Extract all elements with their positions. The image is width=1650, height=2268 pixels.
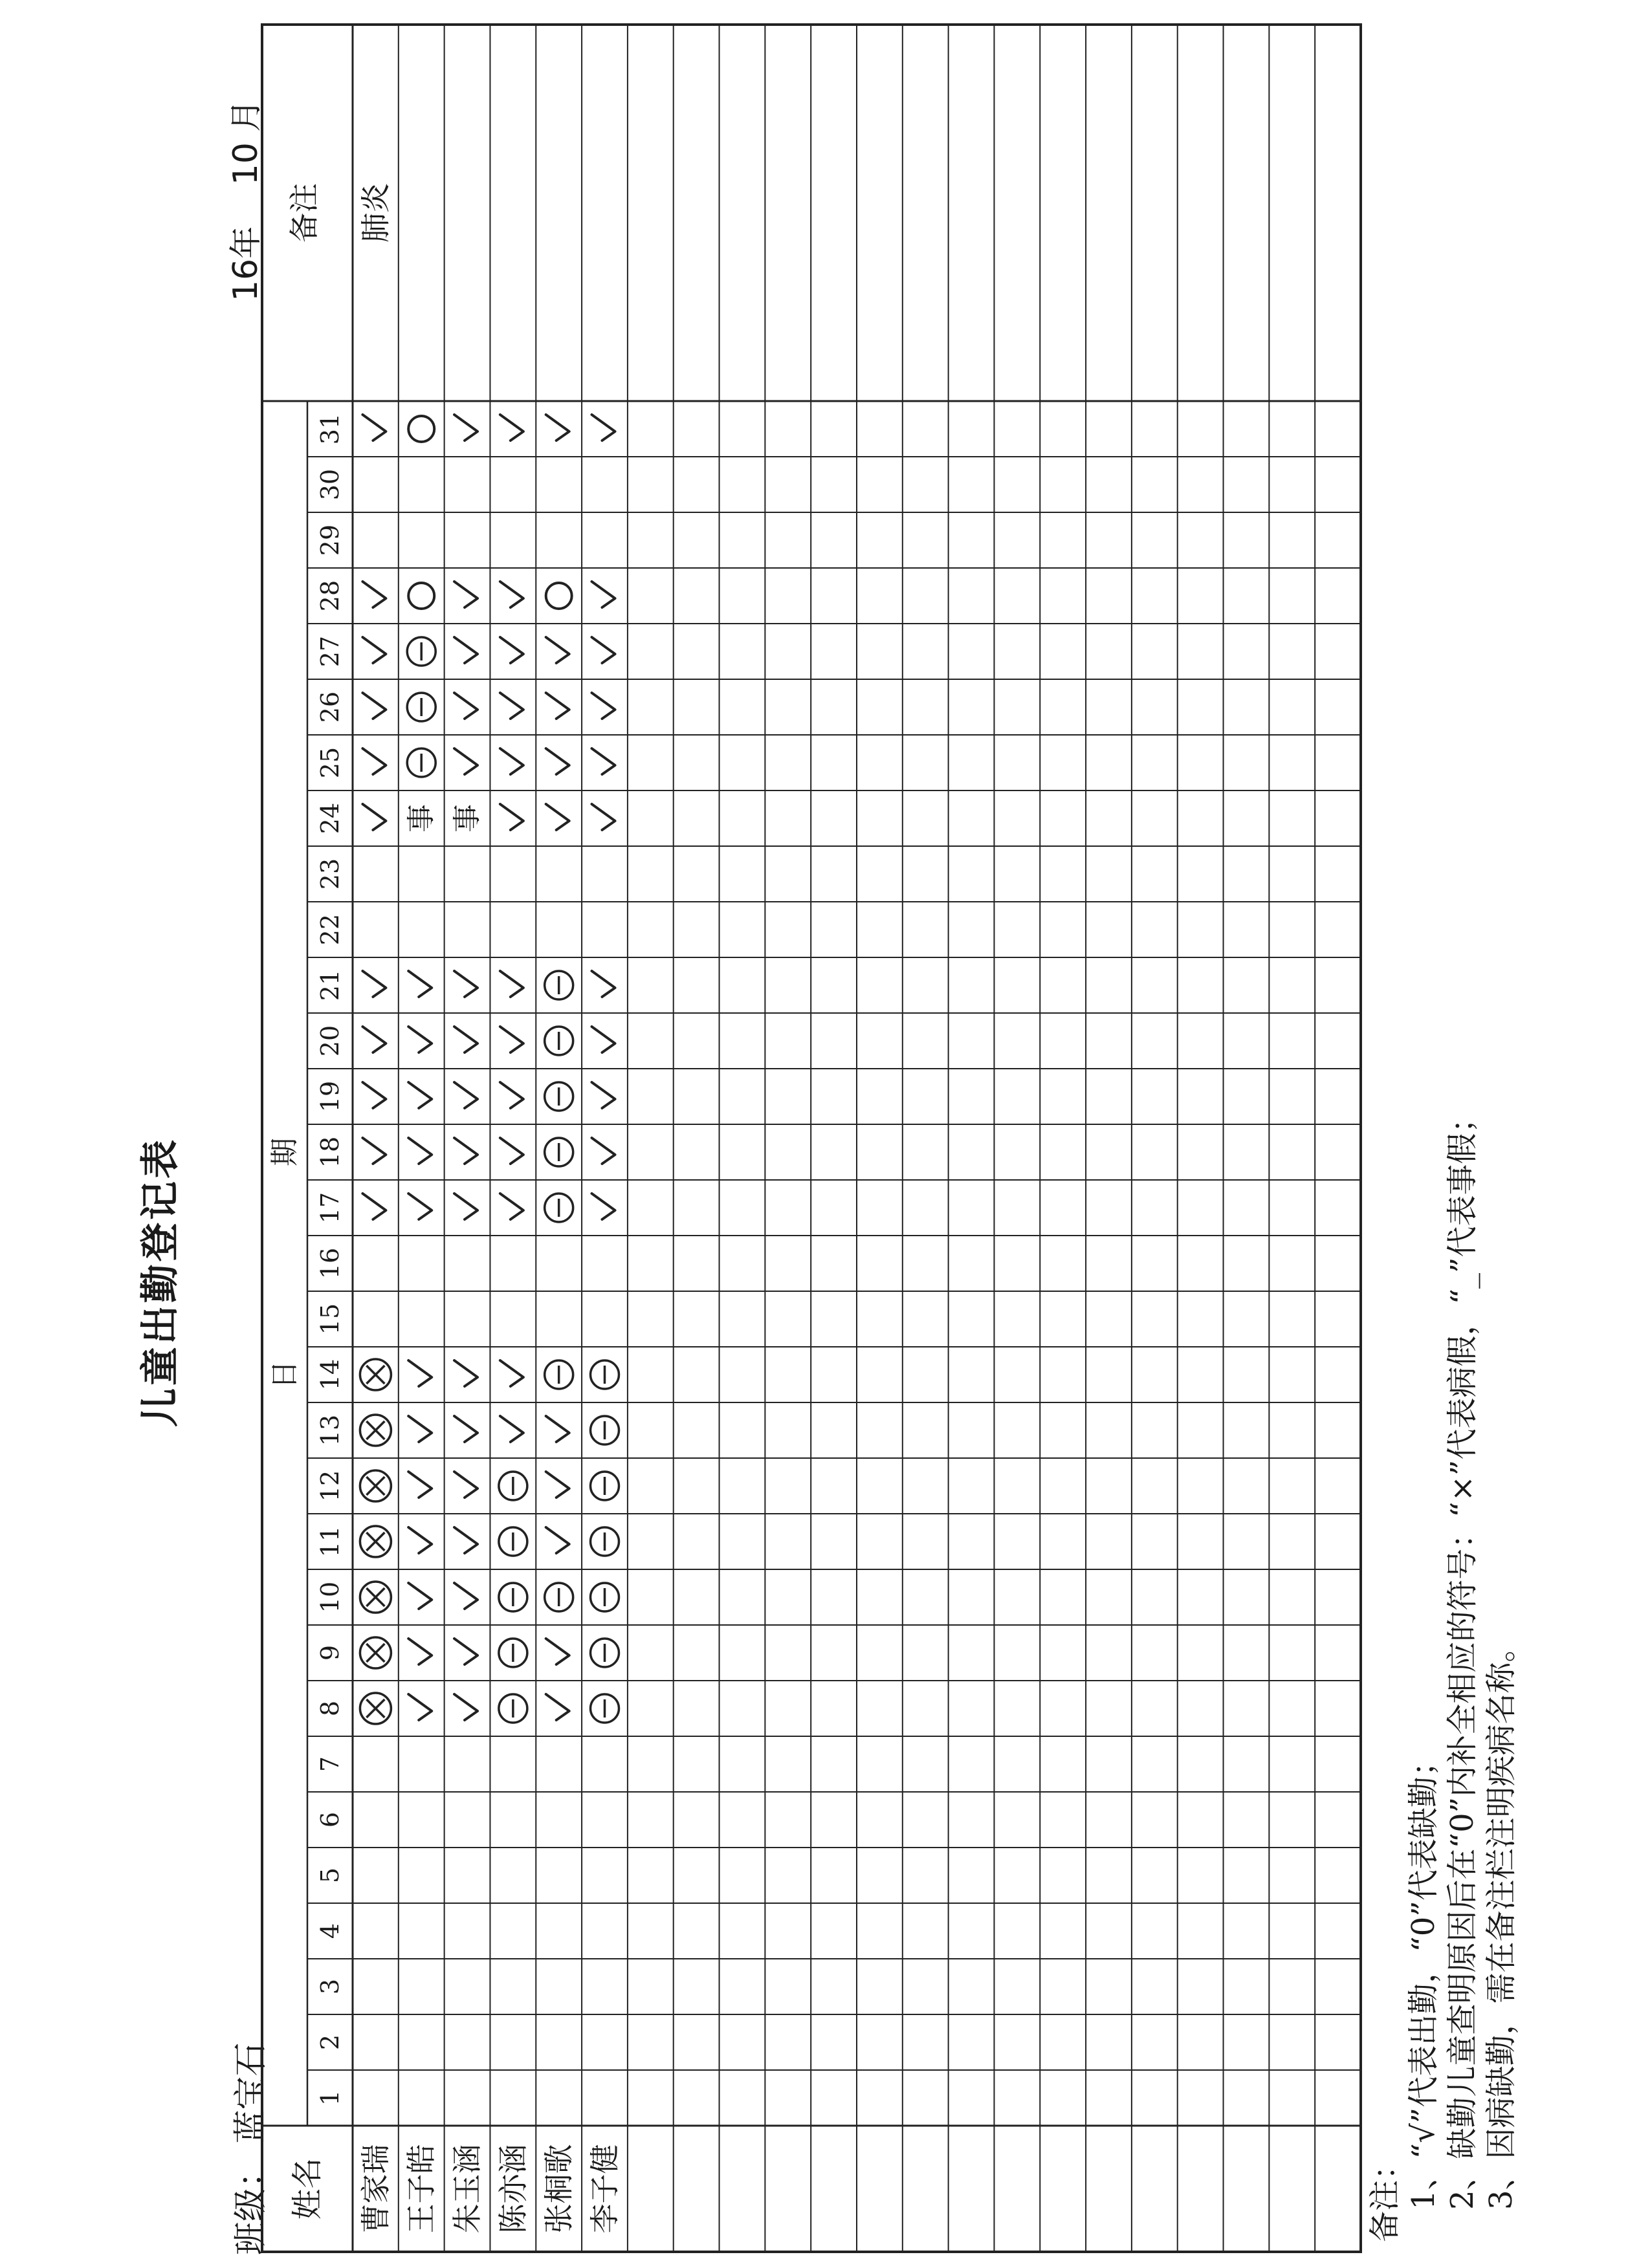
check-mark xyxy=(454,1194,478,1219)
check-mark xyxy=(362,804,386,830)
child-name: 张桐歌 xyxy=(541,2144,577,2234)
check-mark xyxy=(500,971,523,997)
day-number: 27 xyxy=(316,635,344,668)
day-number: 25 xyxy=(316,747,344,779)
day-number: 5 xyxy=(316,1867,344,1884)
check-mark xyxy=(500,1082,523,1108)
day-number: 8 xyxy=(316,1700,344,1717)
day-number: 26 xyxy=(316,691,344,723)
check-mark xyxy=(454,1416,478,1442)
child-name: 曹家瑞 xyxy=(358,2144,393,2234)
check-mark xyxy=(546,637,569,663)
check-mark xyxy=(408,1472,432,1498)
day-number: 31 xyxy=(316,413,344,445)
day-number: 19 xyxy=(316,1080,344,1113)
check-mark xyxy=(454,1472,478,1498)
check-mark xyxy=(454,1583,478,1609)
check-mark xyxy=(362,637,386,663)
check-mark xyxy=(408,1583,432,1609)
day-number: 12 xyxy=(316,1470,344,1502)
check-mark xyxy=(592,1027,615,1052)
day-number: 4 xyxy=(316,1923,344,1939)
check-mark xyxy=(454,971,478,997)
day-number: 17 xyxy=(316,1192,344,1224)
day-number: 14 xyxy=(316,1358,344,1391)
month-value: 10 xyxy=(226,142,265,186)
day-number: 24 xyxy=(316,802,344,834)
check-mark xyxy=(362,1194,386,1219)
check-mark xyxy=(362,582,386,607)
check-mark xyxy=(500,415,523,441)
note-line-1: 1、“√”代表出勤，“0”代表缺勤； xyxy=(1405,1745,1442,2210)
class-name: 蓝宝石 xyxy=(232,2042,270,2144)
check-mark xyxy=(408,1639,432,1664)
check-mark xyxy=(592,971,615,997)
check-mark xyxy=(592,693,615,719)
day-number: 16 xyxy=(316,1247,344,1280)
check-mark xyxy=(362,971,386,997)
check-mark xyxy=(454,1639,478,1664)
day-number: 21 xyxy=(316,969,344,1001)
day-number: 15 xyxy=(316,1303,344,1335)
absent-circle xyxy=(408,416,434,442)
check-mark xyxy=(454,1360,478,1386)
check-mark xyxy=(592,582,615,607)
sheet-title: 儿童出勤登记表 xyxy=(138,1137,183,1427)
year-value: 16 xyxy=(226,258,265,301)
check-mark xyxy=(592,1194,615,1219)
check-mark xyxy=(592,637,615,663)
check-mark xyxy=(408,1082,432,1108)
check-mark xyxy=(546,748,569,774)
day-number: 6 xyxy=(316,1811,344,1828)
day-number: 20 xyxy=(316,1025,344,1057)
check-mark xyxy=(454,1027,478,1052)
month-suffix: 月 xyxy=(227,100,265,133)
check-mark xyxy=(408,971,432,997)
check-mark xyxy=(454,1527,478,1553)
child-name: 陈亦涵 xyxy=(495,2144,531,2234)
check-mark xyxy=(500,1416,523,1442)
note-line-3: 3、因病缺勤，需在备注栏注明疾病名称。 xyxy=(1483,1631,1519,2210)
check-mark xyxy=(592,748,615,774)
notes-label: 备注： xyxy=(1367,2148,1403,2242)
date-header-right: 期 xyxy=(268,1138,302,1166)
day-number: 7 xyxy=(316,1756,344,1772)
check-mark xyxy=(500,582,523,607)
check-mark xyxy=(592,415,615,441)
check-mark xyxy=(546,804,569,830)
check-mark xyxy=(500,637,523,663)
day-number: 18 xyxy=(316,1136,344,1168)
year-suffix: 年 xyxy=(227,226,265,259)
check-mark xyxy=(500,748,523,774)
check-mark xyxy=(362,748,386,774)
day-number: 23 xyxy=(316,858,344,890)
day-number: 22 xyxy=(316,913,344,946)
check-mark xyxy=(408,1360,432,1386)
check-mark xyxy=(500,1360,523,1386)
day-number: 13 xyxy=(316,1414,344,1446)
check-mark xyxy=(546,415,569,441)
check-mark xyxy=(454,582,478,607)
check-mark xyxy=(454,748,478,774)
absent-circle xyxy=(546,583,572,609)
note-line-2: 2、缺勤儿童查明原因后在“0”内补全相应的符号：“×”代表病假，“_”代表事假； xyxy=(1444,1102,1480,2210)
day-number: 29 xyxy=(316,524,344,556)
check-mark xyxy=(592,804,615,830)
absent-circle xyxy=(408,583,434,609)
check-mark xyxy=(500,1138,523,1164)
check-mark xyxy=(362,1082,386,1108)
day-number: 2 xyxy=(316,2034,344,2051)
check-mark xyxy=(408,1416,432,1442)
check-mark xyxy=(408,1138,432,1164)
check-mark xyxy=(500,1194,523,1219)
child-name: 朱玉涵 xyxy=(450,2144,485,2234)
check-mark xyxy=(546,1527,569,1553)
check-mark xyxy=(454,1138,478,1164)
check-mark xyxy=(362,693,386,719)
day-number: 11 xyxy=(316,1525,344,1558)
day-number: 1 xyxy=(316,2089,344,2106)
check-mark xyxy=(362,1138,386,1164)
hand-note: 事 xyxy=(450,804,484,833)
name-header: 姓名 xyxy=(289,2157,325,2220)
check-mark xyxy=(408,1694,432,1720)
check-mark xyxy=(454,415,478,441)
check-mark xyxy=(500,1027,523,1052)
class-label: 班级： xyxy=(232,2154,270,2255)
check-mark xyxy=(546,1639,569,1664)
check-mark xyxy=(546,1472,569,1498)
check-mark xyxy=(362,415,386,441)
remark-header: 备注 xyxy=(287,183,322,243)
day-number: 10 xyxy=(316,1581,344,1613)
check-mark xyxy=(500,804,523,830)
day-number: 28 xyxy=(316,580,344,612)
day-number: 30 xyxy=(316,468,344,501)
remark-value: 肺炎 xyxy=(358,183,393,243)
child-name: 李子健 xyxy=(587,2144,622,2234)
check-mark xyxy=(454,693,478,719)
check-mark xyxy=(546,693,569,719)
check-mark xyxy=(546,1416,569,1442)
day-number: 3 xyxy=(316,1978,344,1995)
check-mark xyxy=(592,1138,615,1164)
date-header-left: 日 xyxy=(268,1360,302,1389)
check-mark xyxy=(546,1694,569,1720)
check-mark xyxy=(500,693,523,719)
check-mark xyxy=(454,637,478,663)
check-mark xyxy=(362,1027,386,1052)
check-mark xyxy=(454,1694,478,1720)
child-name: 王子皓 xyxy=(404,2144,439,2234)
notes xyxy=(1365,237,1521,2242)
check-mark xyxy=(408,1027,432,1052)
day-number: 9 xyxy=(316,1644,344,1661)
check-mark xyxy=(592,1082,615,1108)
check-mark xyxy=(454,1082,478,1108)
check-mark xyxy=(408,1527,432,1553)
hand-note: 事 xyxy=(404,804,438,833)
check-mark xyxy=(408,1194,432,1219)
